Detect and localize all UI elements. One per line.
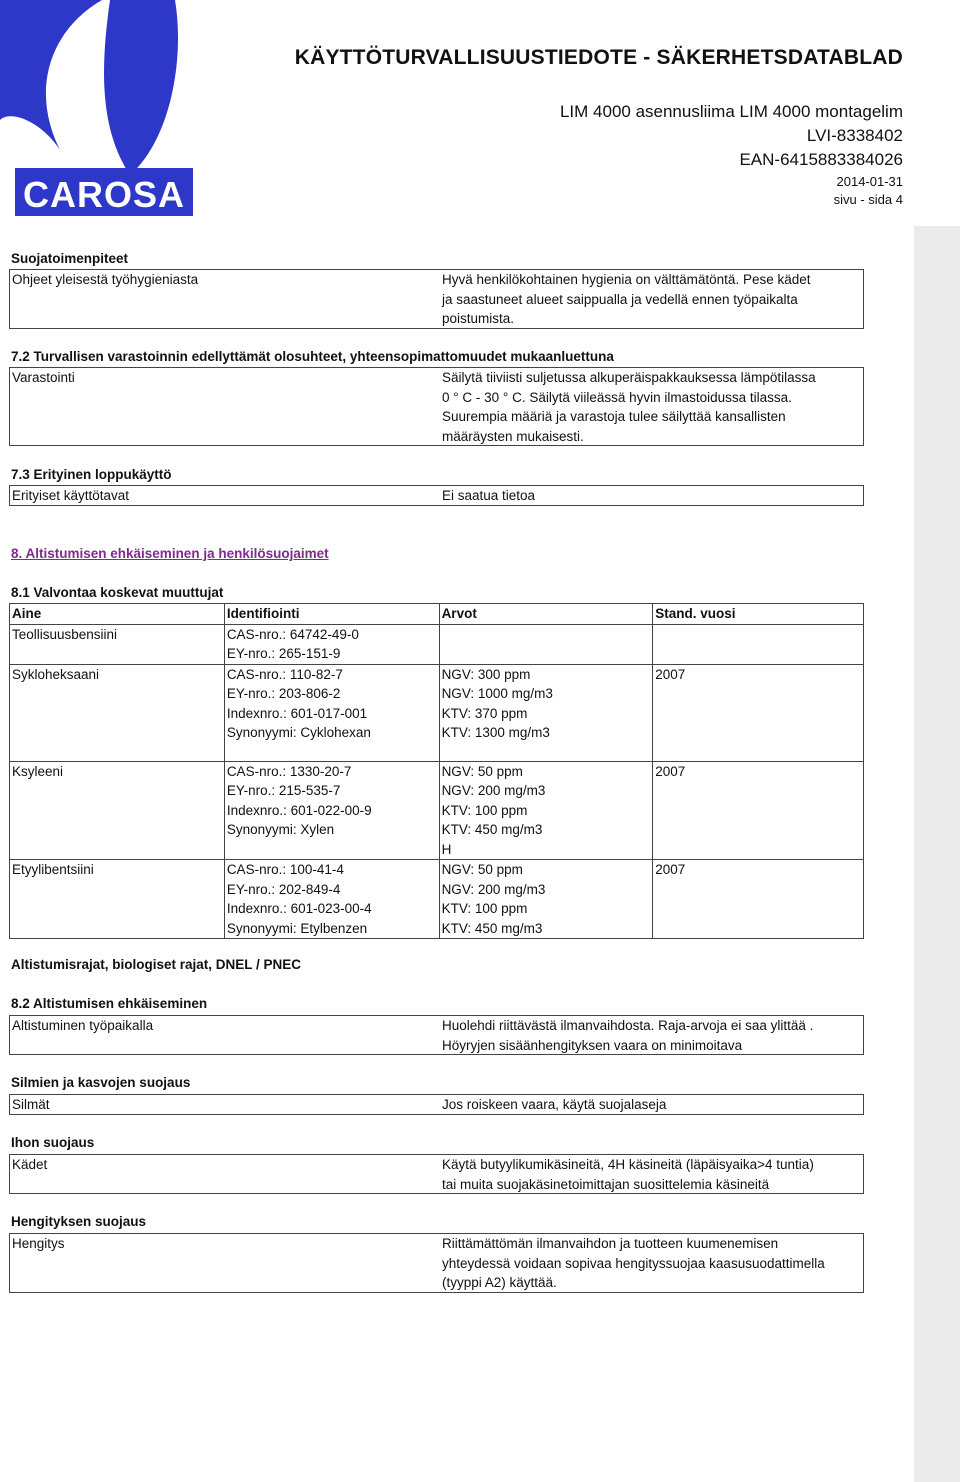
substance-identification: CAS-nro.: 110-82-7 EY-nro.: 203-806-2 Indexnro.: 601-017-001 Synonyymi: Cyklohexan [224,664,439,761]
document-date: 2014-01-31 [836,174,903,189]
product-name: LIM 4000 asennusliima LIM 4000 montagelim [559,102,903,121]
substance-name: Sykloheksaani [10,664,225,761]
workplace-text: Huolehdi riittävästä ilmanvaihdosta. Raja-arvoja ei saa ylittää . Höyryjen sisäänhengityksen vaara on minimoitava [442,1018,814,1053]
end-use-value: Ei saatua tietoa [442,488,536,503]
standard-year [653,624,864,664]
svg-text:CAROSA: CAROSA [22,174,186,215]
respiratory-protection-heading: Hengityksen suojaus [11,1214,147,1229]
substance-name: Teollisuusbensiini [10,624,225,664]
eye-protection-box [9,1094,864,1115]
right-margin-bar [914,226,960,1482]
skin-protection-heading: Ihon suojaus [11,1135,95,1150]
section-heading-8-2: 8.2 Altistumisen ehkäiseminen [11,996,208,1011]
table-row [10,860,864,939]
respiratory-protection-label: Hengitys [12,1236,65,1251]
storage-label: Varastointi [12,370,75,385]
end-use-box [9,485,864,506]
column-header-arvot: Arvot [439,604,653,625]
table-row [10,761,864,860]
section-heading-8-1: 8.1 Valvontaa koskevat muuttujat [11,585,224,600]
skin-protection-label: Kädet [12,1157,48,1172]
skin-protection-box [9,1154,864,1194]
substance-name: Etyylibentsiini [10,860,225,939]
storage-text: Säilytä tiiviisti suljetussa alkuperäispakkauksessa lämpötilassa 0 ° C - 30 ° C. Säilytä viileässä hyvin ilmastoidussa tilassa. Suurempia määriä ja varastoja tulee säilyttää kansallisten määräysten mukaisesti. [442,370,816,444]
standard-year: 2007 [653,860,864,939]
standard-year: 2007 [653,664,864,761]
section-heading-7-2: 7.2 Turvallisen varastoinnin edellyttämät olosuhteet, yhteensopimattomuudet mukaanluettuna [11,349,614,364]
column-header-aine: Aine [10,604,225,625]
dnel-heading: Altistumisrajat, biologiset rajat, DNEL / PNEC [11,957,302,972]
exposure-limits-table [9,603,864,939]
substance-values [439,624,653,664]
workplace-box [9,1015,864,1055]
column-header-identifiointi: Identifiointi [224,604,439,625]
substance-identification: CAS-nro.: 64742-49-0 EY-nro.: 265-151-9 [224,624,439,664]
table-header-row [10,604,864,625]
workplace-label: Altistuminen työpaikalla [12,1018,154,1033]
eye-protection-heading: Silmien ja kasvojen suojaus [11,1075,191,1090]
respiratory-protection-box [9,1233,864,1293]
lvi-number: LVI-8338402 [806,126,903,145]
end-use-label: Erityiset käyttötavat [12,488,130,503]
table-row [10,624,864,664]
eye-protection-label: Silmät [12,1097,50,1112]
section-heading-7-3: 7.3 Erityinen loppukäyttö [11,467,172,482]
substance-identification: CAS-nro.: 100-41-4 EY-nro.: 202-849-4 Indexnro.: 601-023-00-4 Synonyymi: Etylbenzen [224,860,439,939]
skin-protection-text: Käytä butyylikumikäsineitä, 4H käsineitä (läpäisyaika>4 tuntia) tai muita suojakäsinetoimittajan suosittelemia käsineitä [442,1157,814,1192]
substance-values: NGV: 300 ppm NGV: 1000 mg/m3 KTV: 370 ppm KTV: 1300 mg/m3 [439,664,653,761]
document-title: KÄYTTÖTURVALLISUUSTIEDOTE - SÄKERHETSDATABLAD [294,46,903,69]
substance-values: NGV: 50 ppm NGV: 200 mg/m3 KTV: 100 ppm KTV: 450 mg/m3 [439,860,653,939]
column-header-stand-vuosi: Stand. vuosi [653,604,864,625]
hygiene-box [9,269,864,329]
section-heading-8-link[interactable]: 8. Altistumisen ehkäiseminen ja henkilösuojaimet [11,546,329,561]
hygiene-label: Ohjeet yleisestä työhygieniasta [12,272,199,287]
eye-protection-value: Jos roiskeen vaara, käytä suojalaseja [442,1097,667,1112]
table-row [10,664,864,761]
substance-name: Ksyleeni [10,761,225,860]
hygiene-text: Hyvä henkilökohtainen hygienia on välttämätöntä. Pese kädet ja saastuneet alueet saippualla ja vedellä ennen työpaikalta poistumista. [442,272,811,326]
ean-number: EAN-6415883384026 [739,150,903,169]
standard-year: 2007 [653,761,864,860]
carosa-logo [0,0,200,222]
respiratory-protection-text: Riittämättömän ilmanvaihdon ja tuotteen kuumenemisen yhteydessä voidaan sopivaa hengityssuojaa kaasusuodattimella (tyyppi A2) käyttää. [442,1236,825,1290]
substance-values: NGV: 50 ppm NGV: 200 mg/m3 KTV: 100 ppm KTV: 450 mg/m3 H [439,761,653,860]
section-heading-suojatoimenpiteet: Suojatoimenpiteet [11,251,129,266]
storage-box [9,367,864,446]
page-number: sivu - sida 4 [833,192,903,207]
substance-identification: CAS-nro.: 1330-20-7 EY-nro.: 215-535-7 Indexnro.: 601-022-00-9 Synonyymi: Xylen [224,761,439,860]
